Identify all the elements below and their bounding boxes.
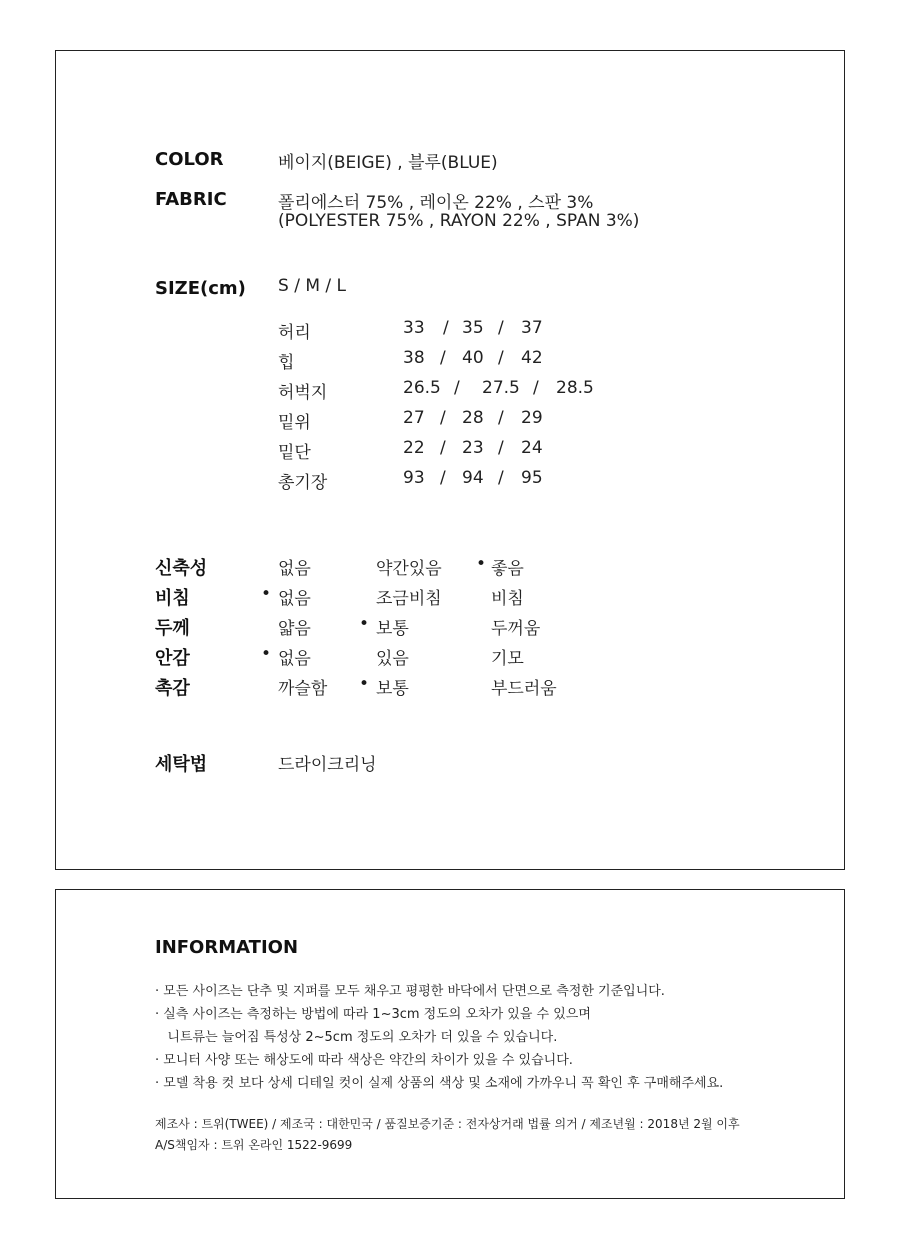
size-separator: / [443,318,449,338]
fabric-value-english: (POLYESTER 75% , RAYON 22% , SPAN 3%) [278,211,640,231]
manufacturer-info: 제조사 : 트위(TWEE) / 제조국 : 대한민국 / 품질보증기준 : 전자상거래 법률 의거 / 제조년월 : 2018년 2월 이후 [155,1117,740,1131]
size-separator: / [440,408,446,428]
attribute-option: 있음 [376,649,409,669]
size-value-l: 37 [521,318,543,338]
size-value-s: 38 [403,348,425,368]
attribute-label-sheerness: 비침 [155,588,190,609]
selected-bullet-icon: • [476,554,487,574]
information-note: 니트류는 늘어짐 특성상 2~5cm 정도의 오차가 더 있을 수 있습니다. [155,1030,558,1045]
attribute-option: 까슬함 [278,679,328,699]
size-separator: / [498,348,504,368]
attribute-option: 기모 [491,649,524,669]
attribute-option-selected: 보통 [376,619,409,639]
wash-label: 세탁법 [155,754,208,775]
attribute-option-selected: 좋음 [491,559,524,579]
size-row-name: 허벅지 [278,383,328,403]
size-value-m: 28 [462,408,484,428]
selected-bullet-icon: • [261,584,272,604]
attribute-option: 두꺼움 [491,619,541,639]
size-value-l: 24 [521,438,543,458]
fabric-value-korean: 폴리에스터 75% , 레이온 22% , 스판 3% [278,193,594,213]
attribute-label-texture: 촉감 [155,678,190,699]
attribute-option: 조금비침 [376,589,442,609]
attribute-label-thickness: 두께 [155,618,190,639]
size-value-s: 33 [403,318,425,338]
size-separator: / [498,468,504,488]
size-options: S / M / L [278,276,346,296]
attribute-label-stretch: 신축성 [155,558,208,579]
size-value-m: 35 [462,318,484,338]
information-title: INFORMATION [155,937,299,958]
information-note: · 모니터 사양 또는 해상도에 따라 색상은 약간의 차이가 있을 수 있습니다. [155,1053,573,1068]
attribute-option: 얇음 [278,619,311,639]
size-separator: / [440,468,446,488]
size-separator: / [440,438,446,458]
size-row-name: 허리 [278,323,311,343]
attribute-option-selected: 없음 [278,649,311,669]
spec-panel [55,50,845,870]
size-value-m: 94 [462,468,484,488]
size-separator: / [533,378,539,398]
size-row-name: 밑단 [278,443,311,463]
size-value-l: 95 [521,468,543,488]
selected-bullet-icon: • [261,644,272,664]
size-value-s: 26.5 [403,378,441,398]
selected-bullet-icon: • [359,614,370,634]
selected-bullet-icon: • [359,674,370,694]
attribute-option: 약간있음 [376,559,442,579]
color-label: COLOR [155,149,224,170]
size-value-m: 27.5 [482,378,520,398]
size-value-l: 28.5 [556,378,594,398]
size-value-l: 42 [521,348,543,368]
as-contact-info: A/S책임자 : 트위 온라인 1522-9699 [155,1138,353,1152]
attribute-option: 비침 [491,589,524,609]
size-value-m: 23 [462,438,484,458]
attribute-option: 부드러움 [491,679,557,699]
color-value: 베이지(BEIGE) , 블루(BLUE) [278,153,498,173]
size-row-name: 총기장 [278,473,328,493]
size-value-s: 93 [403,468,425,488]
information-note: · 모델 착용 컷 보다 상세 디테일 컷이 실제 상품의 색상 및 소재에 가까우니 꼭 확인 후 구매해주세요. [155,1076,724,1091]
size-row-name: 밑위 [278,413,311,433]
attribute-option-selected: 없음 [278,589,311,609]
size-row-name: 힙 [278,353,295,373]
size-value-m: 40 [462,348,484,368]
size-separator: / [454,378,460,398]
size-separator: / [498,408,504,428]
size-separator: / [498,318,504,338]
size-label: SIZE(cm) [155,278,246,299]
size-value-l: 29 [521,408,543,428]
information-note: · 모든 사이즈는 단추 및 지퍼를 모두 채우고 평평한 바닥에서 단면으로 측정한 기준입니다. [155,984,665,999]
size-separator: / [498,438,504,458]
fabric-label: FABRIC [155,189,227,210]
information-note: · 실측 사이즈는 측정하는 방법에 따라 1~3cm 정도의 오차가 있을 수 있으며 [155,1007,591,1022]
size-value-s: 22 [403,438,425,458]
size-value-s: 27 [403,408,425,428]
attribute-label-lining: 안감 [155,648,190,669]
wash-value: 드라이크리닝 [278,755,377,775]
attribute-option-selected: 보통 [376,679,409,699]
size-separator: / [440,348,446,368]
attribute-option: 없음 [278,559,311,579]
